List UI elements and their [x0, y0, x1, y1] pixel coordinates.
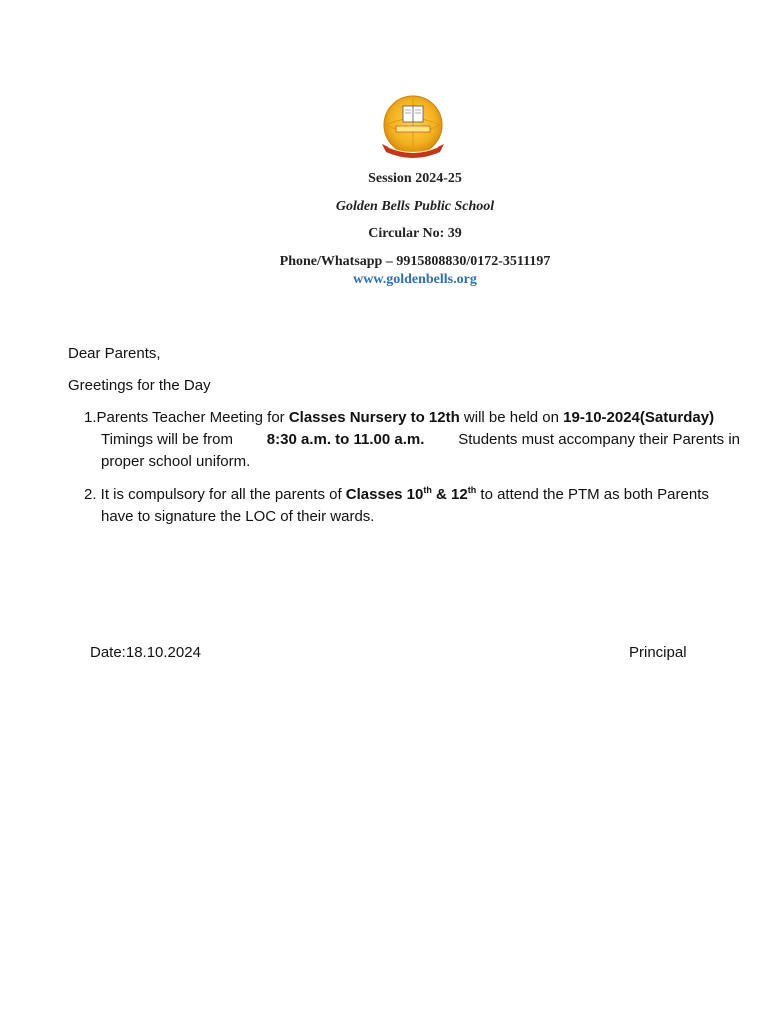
- item1-prefix: 1.Parents Teacher Meeting for: [84, 409, 289, 426]
- signatory: Principal: [629, 644, 687, 661]
- item1-date: 19-10-2024(Saturday): [563, 409, 715, 426]
- item2-classes: [346, 486, 476, 503]
- school-logo-icon: [376, 94, 450, 160]
- item2-sup-a: th: [423, 485, 432, 495]
- date-line: Date:18.10.2024: [90, 644, 201, 661]
- item1-timings: 8:30 a.m. to 11.00 a.m.: [266, 431, 425, 448]
- item1-timings-post: Students must accompany their Parents in: [458, 431, 740, 448]
- item1-timings-row: [101, 429, 740, 451]
- item2-classes-a: Classes 10: [345, 486, 424, 503]
- list-item-ptm: [84, 407, 740, 473]
- list-item-compulsory: [84, 484, 709, 528]
- item2-post: to attend the PTM as both Parents: [476, 486, 709, 503]
- item2-sup-b: th: [467, 485, 477, 495]
- item1-classes: Classes Nursery to 12th: [288, 409, 460, 426]
- salutation: Dear Parents,: [68, 345, 161, 362]
- school-name: Golden Bells Public School: [335, 199, 495, 214]
- phone-line: Phone/Whatsapp – 9915808830/0172-3511197: [279, 254, 551, 269]
- website-link[interactable]: www.goldenbells.org: [353, 272, 477, 287]
- item1-timings-pre: Timings will be from: [101, 431, 233, 448]
- item2-prefix: 2. It is compulsory for all the parents of: [84, 486, 346, 503]
- session-line: Session 2024-25: [368, 171, 462, 186]
- circular-number: Circular No: 39: [368, 226, 462, 241]
- item1-line3: proper school uniform.: [101, 453, 251, 470]
- item2-line2: have to signature the LOC of their wards.: [101, 508, 375, 525]
- greeting: Greetings for the Day: [68, 377, 211, 394]
- item1-mid: will be held on: [459, 409, 564, 426]
- item2-amp: & 12: [431, 486, 468, 503]
